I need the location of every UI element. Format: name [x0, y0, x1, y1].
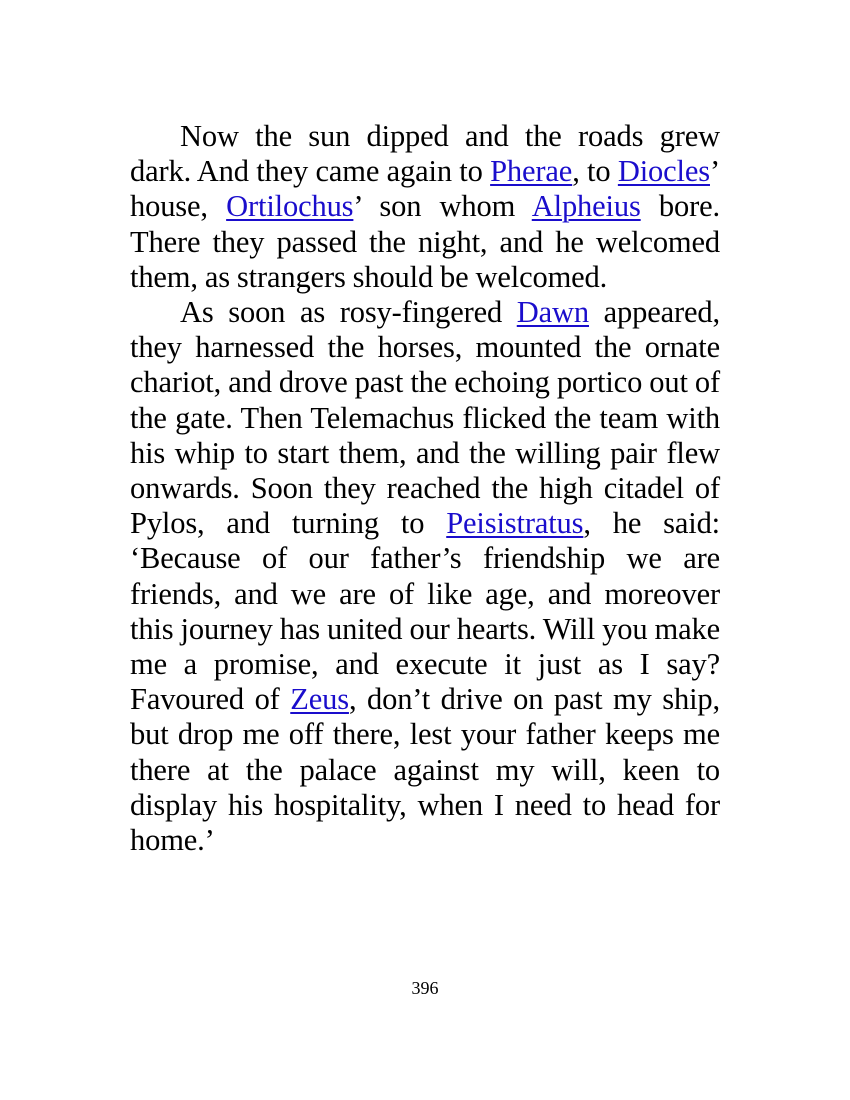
link-dawn[interactable]: Dawn [516, 295, 589, 330]
text-run: bore. There they passed the night, and he welcomed them, as strangers should be welcomed. [130, 189, 720, 294]
text-run: appeared, they harnessed the horses, mounted the ornate chariot, and drove past the echoing portico out of the gate. Then Telemachus flicked the team with his whip to start them, and the willing pair flew onwards. Soon they reached the high citadel of Pylos, and turning to [130, 295, 720, 541]
text-run: , don’t drive on past my ship, but drop me off there, lest your father keeps me there at the palace against my will, keen to display his hospitality, when I need to head for home.’ [130, 682, 720, 858]
text-run: , he said: ‘Because of our father’s friendship we are friends, and we are of like age, and moreover this journey has united our hearts. Will you make me a promise, and execute it just as I say? Favoured of [130, 506, 720, 717]
paragraph-1 [130, 119, 720, 295]
link-pherae[interactable]: Pherae [490, 154, 573, 189]
link-alpheius[interactable]: Alpheius [531, 189, 641, 224]
text-run: As soon as rosy-fingered [180, 295, 517, 330]
text-run: ’ house, [130, 154, 720, 224]
page-number: 396 [411, 978, 439, 998]
page-body [130, 119, 720, 858]
paragraph-2 [130, 295, 720, 858]
text-run: ’ son whom [353, 189, 532, 224]
text-run: , to [572, 154, 618, 189]
link-ortilochus[interactable]: Ortilochus [226, 189, 354, 224]
link-zeus[interactable]: Zeus [290, 682, 349, 717]
link-peisistratus[interactable]: Peisistratus [446, 506, 584, 541]
link-diocles[interactable]: Diocles [617, 154, 710, 189]
text-run: Now the sun dipped and the roads grew dark. And they came again to [130, 119, 720, 189]
